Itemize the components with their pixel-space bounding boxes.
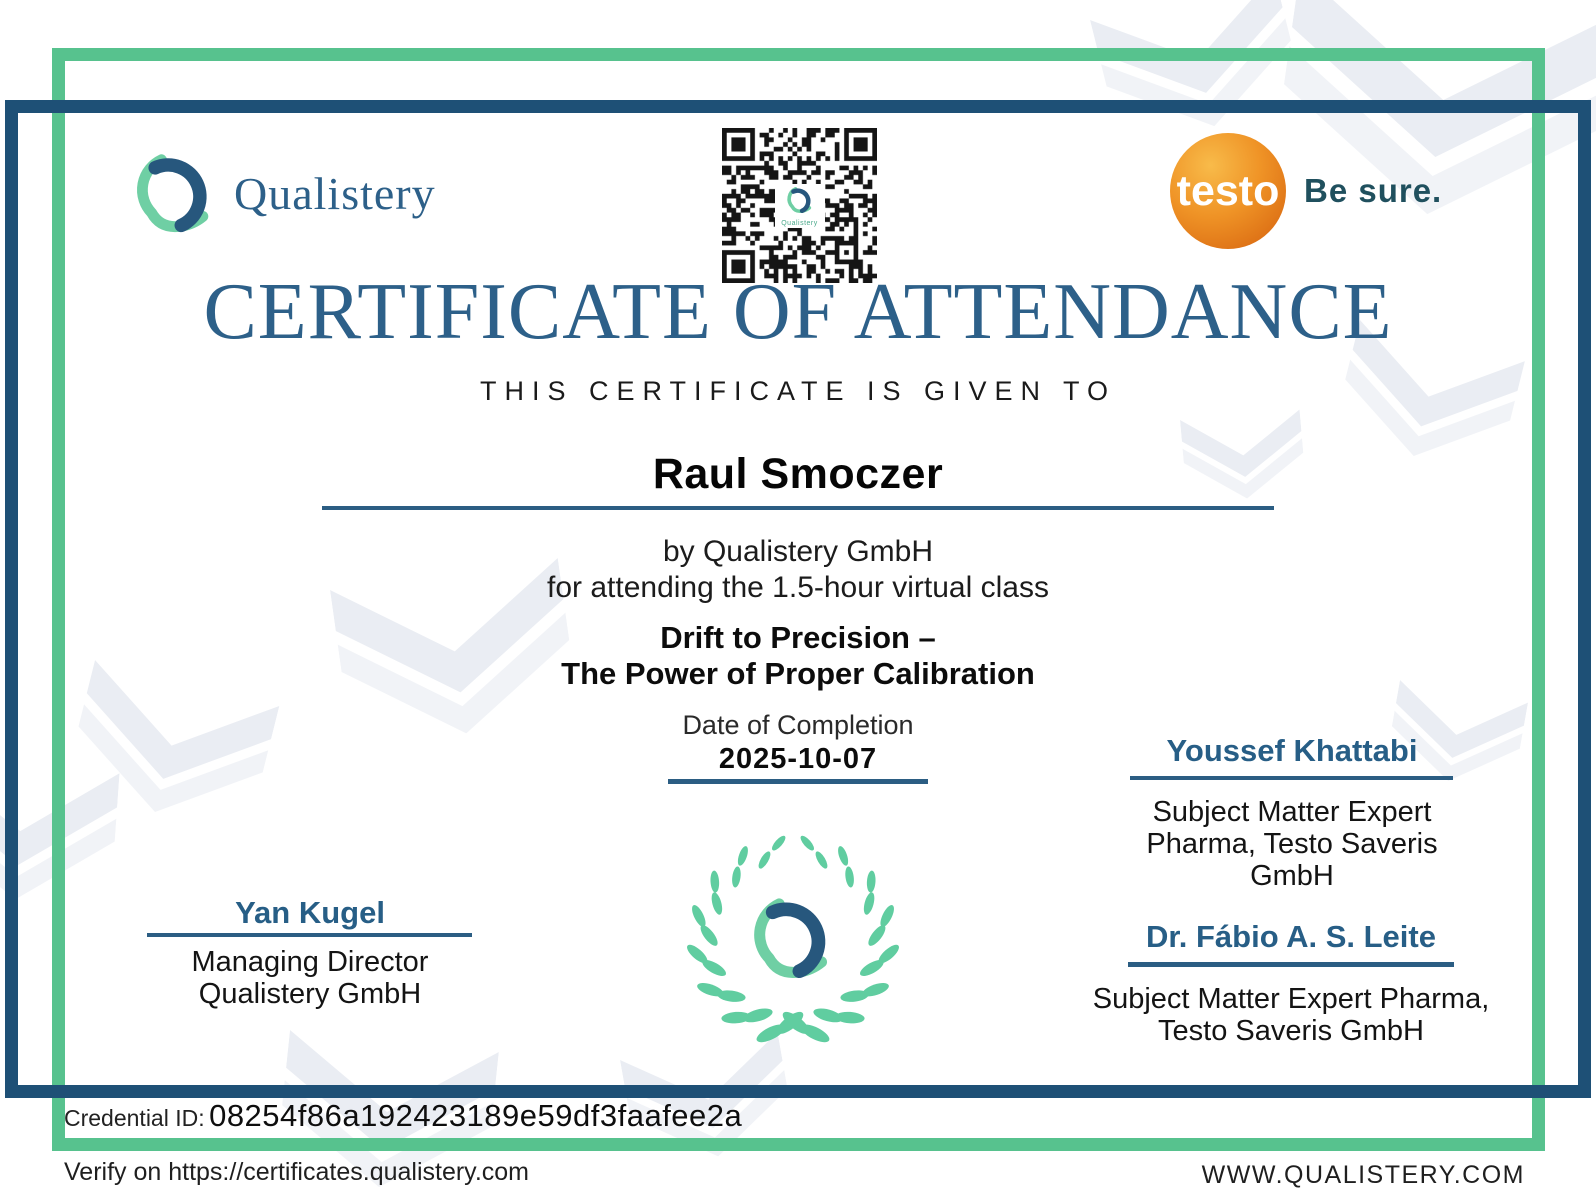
course-title-line2: The Power of Proper Calibration <box>561 656 1035 691</box>
verify-url: Verify on https://certificates.qualistery.com <box>64 1158 530 1186</box>
signature-role-line: Managing Director <box>191 946 429 978</box>
qualistery-logo-text: Qualistery <box>234 167 436 219</box>
signature-role-line: Subject Matter Expert Pharma, <box>1092 983 1490 1015</box>
qr-center-logo <box>775 184 825 228</box>
signature-underline <box>1128 962 1454 967</box>
attendance-line: for attending the 1.5-hour virtual class <box>547 571 1049 604</box>
completion-date-label: Date of Completion <box>682 710 914 740</box>
qualistery-q-icon <box>785 185 815 215</box>
signature-name-fabio-leite: Dr. Fábio A. S. Leite <box>1146 919 1436 954</box>
course-title-line1: Drift to Precision – <box>660 620 936 655</box>
signature-role-line: Qualistery GmbH <box>198 978 422 1010</box>
signature-role-line: Subject Matter Expert <box>1152 796 1432 828</box>
testo-tagline: Be sure. <box>1304 172 1443 209</box>
signature-role-youssef-khattabi <box>1092 796 1492 892</box>
certificate-title: CERTIFICATE OF ATTENDANCE <box>203 268 1393 356</box>
signature-name-youssef-khattabi: Youssef Khattabi <box>1166 733 1418 768</box>
recipient-underline <box>322 506 1274 510</box>
testo-logo-text: testo <box>1176 166 1280 215</box>
signature-role-line: Testo Saveris GmbH <box>1158 1015 1424 1047</box>
signature-role-line: GmbH <box>1250 860 1334 892</box>
qualistery-logo <box>130 148 436 238</box>
signature-role-line: Pharma, Testo Saveris <box>1146 828 1438 860</box>
credential-row <box>64 1098 742 1134</box>
signature-name-yan-kugel: Yan Kugel <box>235 895 385 930</box>
completion-date-underline <box>668 779 928 784</box>
signature-underline <box>1130 776 1453 780</box>
testo-logo <box>1170 133 1286 249</box>
issuer-line: by Qualistery GmbH <box>662 535 934 568</box>
completion-date-value: 2025-10-07 <box>718 743 878 775</box>
qr-code <box>722 128 877 283</box>
qr-caption: Qualistery <box>781 219 818 227</box>
qualistery-q-icon <box>130 148 220 238</box>
signature-underline <box>147 933 472 937</box>
credential-id: 08254f86a192423189e59df3faafee2a <box>209 1098 743 1133</box>
signature-role-fabio-leite <box>1091 983 1491 1047</box>
credential-label: Credential ID: <box>64 1105 205 1131</box>
laurel-wreath-seal <box>668 806 918 1081</box>
recipient-name: Raul Smoczer <box>652 450 944 498</box>
signature-role-yan-kugel <box>110 946 510 1010</box>
website-url: WWW.QUALISTERY.COM <box>1201 1161 1525 1189</box>
certificate-subtitle: THIS CERTIFICATE IS GIVEN TO <box>479 376 1117 406</box>
